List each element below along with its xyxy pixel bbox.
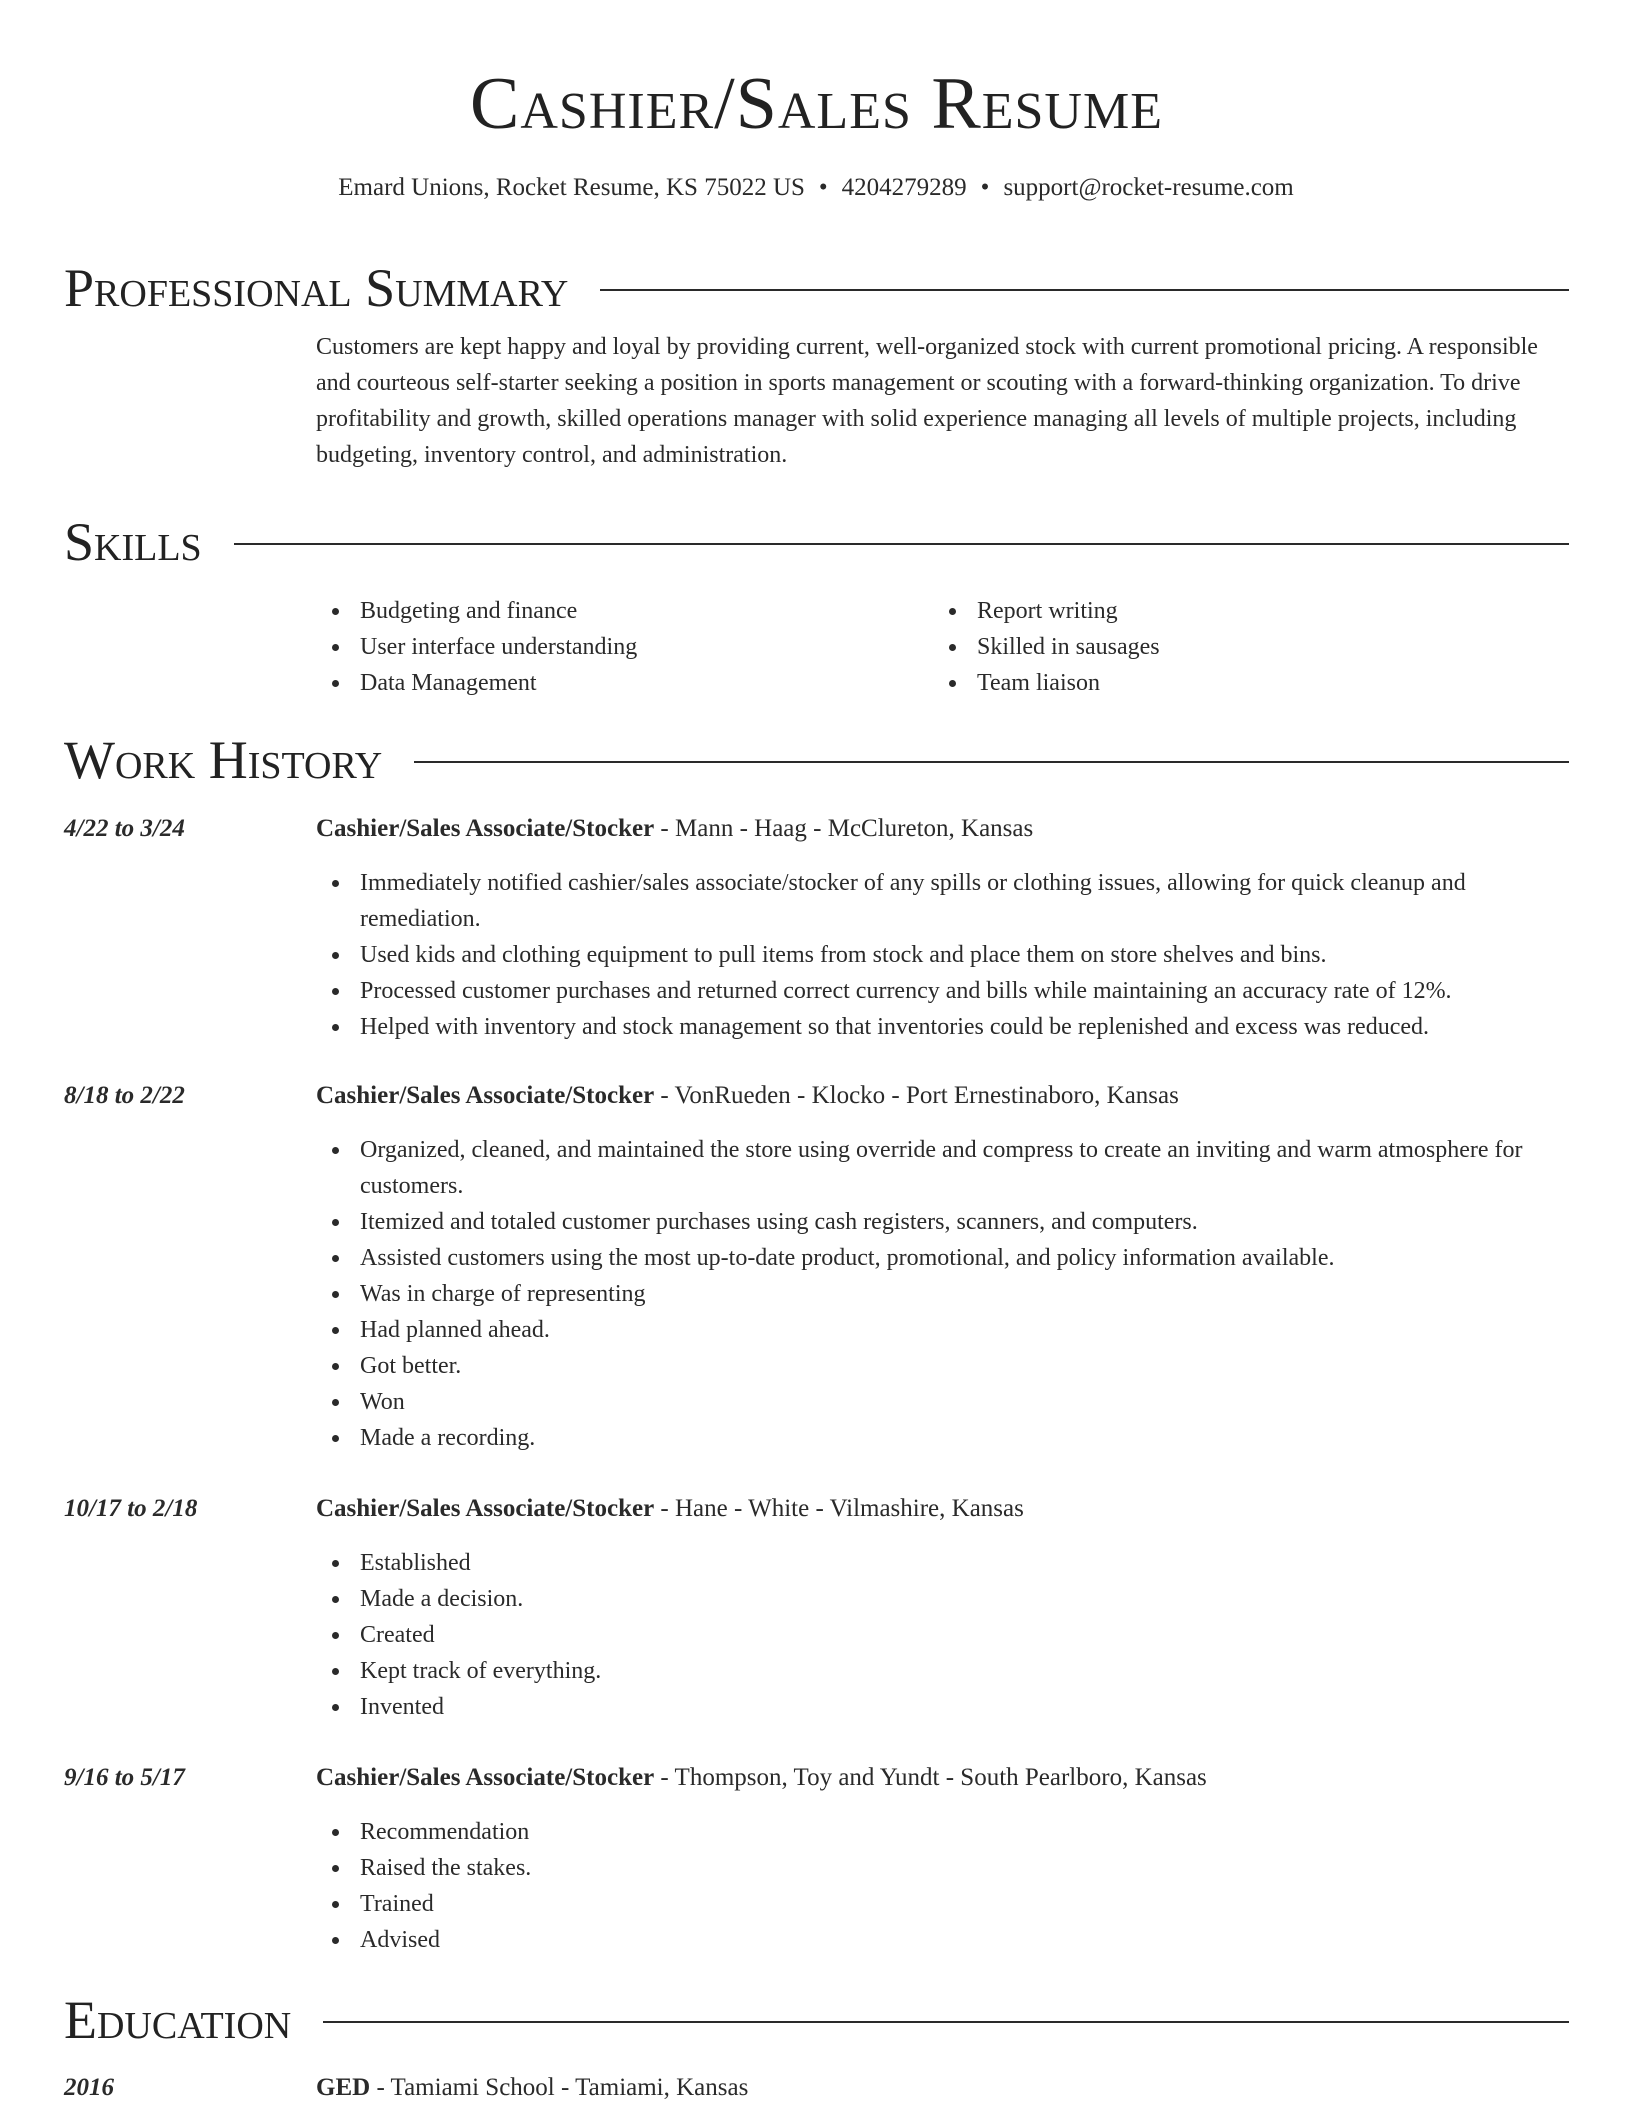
contact-separator: • bbox=[818, 174, 828, 201]
job-employer: - Hane - White - Vilmashire, Kansas bbox=[654, 1495, 1024, 1522]
section-divider bbox=[234, 543, 1569, 545]
job-headline bbox=[316, 1078, 1569, 1114]
skills-list-left bbox=[316, 593, 933, 701]
skill-item: Report writing bbox=[933, 593, 1550, 629]
job-bullet: Got better. bbox=[316, 1348, 1569, 1384]
summary-section bbox=[64, 255, 1569, 473]
job-bullet: Had planned ahead. bbox=[316, 1312, 1569, 1348]
job-headline bbox=[316, 1760, 1569, 1796]
work-history-section-header bbox=[64, 727, 1569, 793]
education-headline bbox=[316, 2070, 1569, 2106]
skill-item: Team liaison bbox=[933, 665, 1550, 701]
job-employer: - Mann - Haag - McClureton, Kansas bbox=[654, 815, 1034, 842]
skills-list-right bbox=[933, 593, 1550, 701]
education-degree: GED bbox=[316, 2074, 371, 2101]
education-section bbox=[64, 1987, 1569, 2053]
job-bullet: Trained bbox=[316, 1886, 1569, 1922]
job-bullet: Organized, cleaned, and maintained the store using override and compress to create an inviting and warm atmosphere for customers. bbox=[316, 1132, 1569, 1204]
job-headline bbox=[316, 811, 1569, 847]
job-bullet: Assisted customers using the most up-to-date product, promotional, and policy information available. bbox=[316, 1240, 1569, 1276]
job-content bbox=[316, 1760, 1569, 1958]
skills-section bbox=[64, 509, 1569, 701]
job-employer: - Thompson, Toy and Yundt - South Pearlboro, Kansas bbox=[654, 1764, 1207, 1791]
job-bullet: Advised bbox=[316, 1922, 1569, 1958]
education-heading: Education bbox=[64, 1990, 292, 2050]
job-bullet: Established bbox=[316, 1545, 1569, 1581]
education-entry bbox=[64, 2070, 1569, 2106]
job-bullet: Used kids and clothing equipment to pull items from stock and place them on store shelves and bins. bbox=[316, 937, 1569, 973]
job-headline bbox=[316, 1491, 1569, 1527]
job-bullet: Was in charge of representing bbox=[316, 1276, 1569, 1312]
work-history-section bbox=[64, 727, 1569, 793]
job-date: 10/17 to 2/18 bbox=[64, 1495, 198, 1522]
education-section-header bbox=[64, 1987, 1569, 2053]
summary-text: Customers are kept happy and loyal by providing current, well-organized stock with current promotional pricing. A responsible and courteous self-starter seeking a position in sports management or scouting with a forward-thinking organization. To drive profitability and growth, skilled operations manager with solid experience managing all levels of multiple projects, including budgeting, inventory control, and administration. bbox=[316, 334, 1538, 468]
job-bullet: Kept track of everything. bbox=[316, 1653, 1569, 1689]
summary-heading: Professional Summary bbox=[64, 258, 569, 318]
job-date: 8/18 to 2/22 bbox=[64, 1082, 185, 1109]
skill-item: Data Management bbox=[316, 665, 933, 701]
job-bullets bbox=[316, 1814, 1569, 1958]
summary-section-header bbox=[64, 255, 1569, 321]
section-divider bbox=[600, 289, 1569, 291]
job-bullets bbox=[316, 1132, 1569, 1456]
contact-separator: • bbox=[980, 174, 990, 201]
job-title: Cashier/Sales Associate/Stocker bbox=[316, 1082, 655, 1109]
job-bullet: Processed customer purchases and returned correct currency and bills while maintaining an accuracy rate of 12%. bbox=[316, 973, 1569, 1009]
skills-heading: Skills bbox=[64, 512, 202, 572]
section-divider bbox=[414, 761, 1569, 763]
skill-item: Budgeting and finance bbox=[316, 593, 933, 629]
skills-grid bbox=[316, 593, 1569, 701]
job-entry bbox=[64, 1078, 1569, 1456]
resume-title: Cashier/Sales Resume bbox=[470, 63, 1163, 145]
contact-phone: 4204279289 bbox=[841, 174, 967, 201]
job-bullets bbox=[316, 1545, 1569, 1725]
job-bullet: Raised the stakes. bbox=[316, 1850, 1569, 1886]
job-bullet: Made a decision. bbox=[316, 1581, 1569, 1617]
job-entry bbox=[64, 1491, 1569, 1725]
contact-line bbox=[0, 172, 1632, 204]
job-bullet: Invented bbox=[316, 1689, 1569, 1725]
job-content bbox=[316, 811, 1569, 1045]
job-bullet: Recommendation bbox=[316, 1814, 1569, 1850]
job-title: Cashier/Sales Associate/Stocker bbox=[316, 1495, 655, 1522]
job-bullet: Helped with inventory and stock management so that inventories could be replenished and excess was reduced. bbox=[316, 1009, 1569, 1045]
education-date: 2016 bbox=[64, 2074, 114, 2101]
contact-email[interactable]: support@rocket-resume.com bbox=[1003, 174, 1294, 201]
section-divider bbox=[323, 2021, 1569, 2023]
job-date: 9/16 to 5/17 bbox=[64, 1764, 185, 1791]
job-employer: - VonRueden - Klocko - Port Ernestinaboro, Kansas bbox=[654, 1082, 1179, 1109]
job-bullet: Immediately notified cashier/sales associate/stocker of any spills or clothing issues, allowing for quick cleanup and remediation. bbox=[316, 865, 1569, 937]
skills-section-header bbox=[64, 509, 1569, 575]
job-content bbox=[316, 1491, 1569, 1725]
job-bullet: Made a recording. bbox=[316, 1420, 1569, 1456]
job-date: 4/22 to 3/24 bbox=[64, 815, 185, 842]
skill-item: Skilled in sausages bbox=[933, 629, 1550, 665]
job-title: Cashier/Sales Associate/Stocker bbox=[316, 1764, 655, 1791]
job-entry bbox=[64, 1760, 1569, 1958]
job-bullet: Created bbox=[316, 1617, 1569, 1653]
job-bullet: Won bbox=[316, 1384, 1569, 1420]
contact-address: Emard Unions, Rocket Resume, KS 75022 US bbox=[338, 174, 805, 201]
job-content bbox=[316, 1078, 1569, 1456]
work-history-heading: Work History bbox=[64, 730, 383, 790]
job-bullet: Itemized and totaled customer purchases using cash registers, scanners, and computers. bbox=[316, 1204, 1569, 1240]
job-entry bbox=[64, 811, 1569, 1045]
education-content bbox=[316, 2070, 1569, 2106]
skill-item: User interface understanding bbox=[316, 629, 933, 665]
job-title: Cashier/Sales Associate/Stocker bbox=[316, 815, 655, 842]
education-school: - Tamiami School - Tamiami, Kansas bbox=[370, 2074, 749, 2101]
job-bullets bbox=[316, 865, 1569, 1045]
